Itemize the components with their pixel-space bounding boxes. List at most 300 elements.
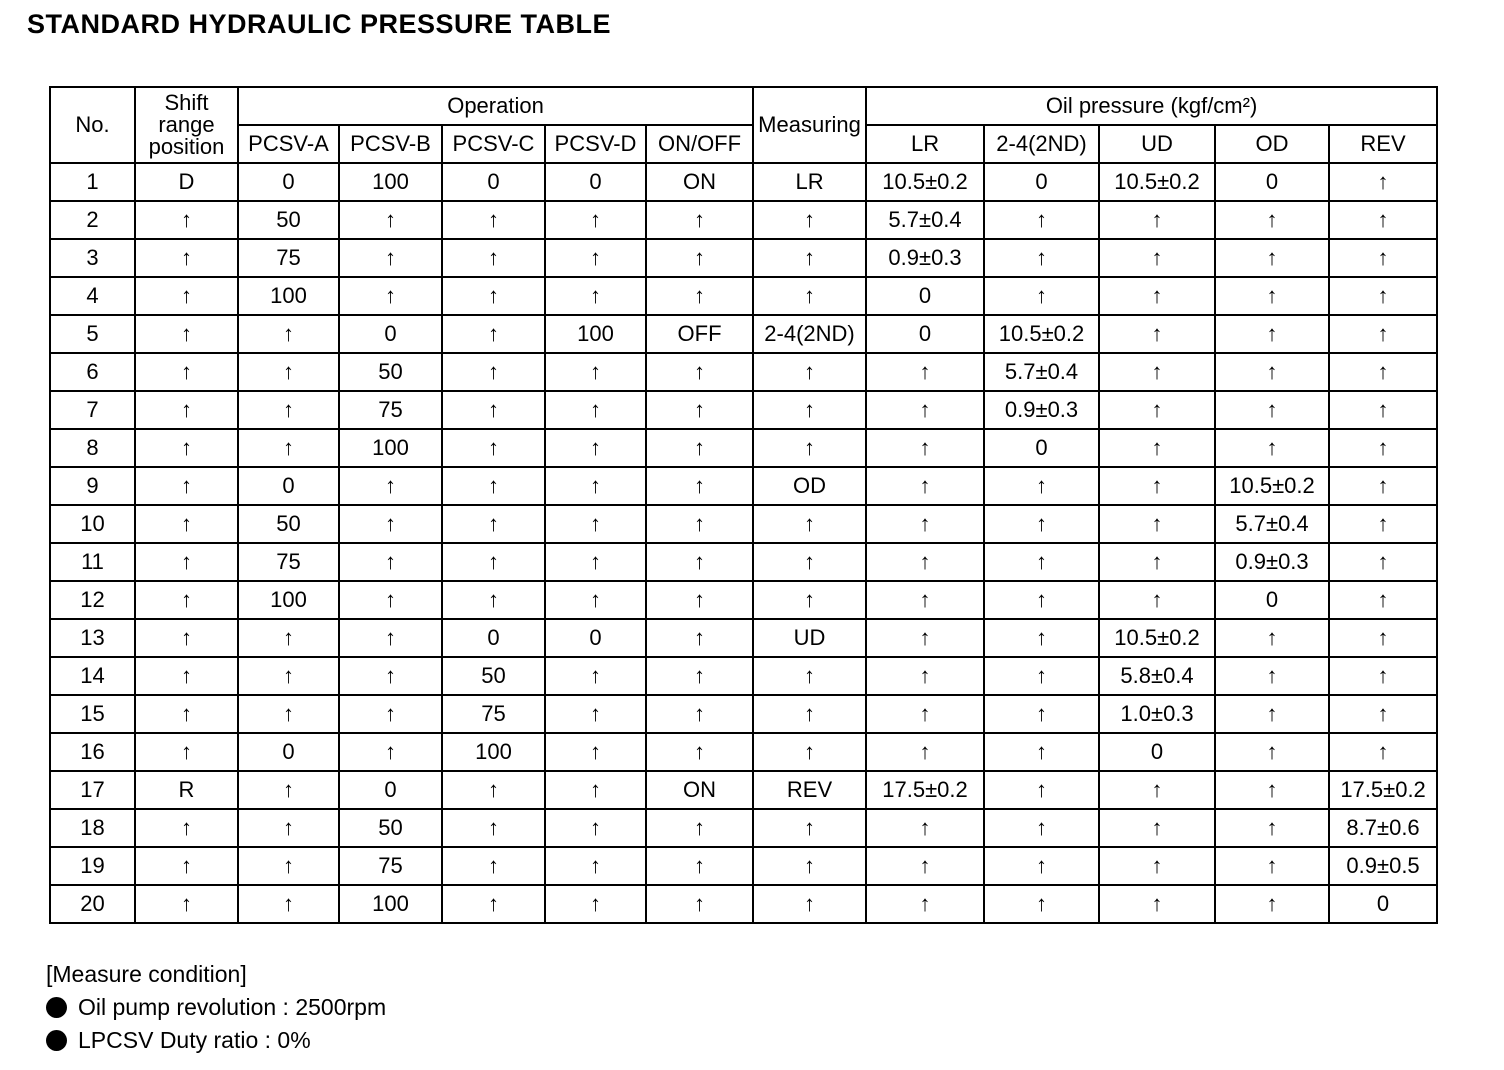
cell-lr: ↑: [866, 733, 984, 771]
cell-no: 14: [50, 657, 135, 695]
cell-lr: ↑: [866, 391, 984, 429]
cell-od: ↑: [1215, 847, 1329, 885]
cell-on-off: ON: [646, 771, 753, 809]
cell-measuring: UD: [753, 619, 866, 657]
cell-shift-range: ↑: [135, 353, 238, 391]
table-row: [50, 505, 1437, 543]
cell-od: ↑: [1215, 733, 1329, 771]
cell-rev: 0: [1329, 885, 1437, 923]
cell-od: ↑: [1215, 353, 1329, 391]
cell-od: 5.7±0.4: [1215, 505, 1329, 543]
cell-measuring: ↑: [753, 505, 866, 543]
cell-pcsv-a: ↑: [238, 429, 339, 467]
cell-od: 10.5±0.2: [1215, 467, 1329, 505]
cell-lr: ↑: [866, 885, 984, 923]
cell-pcsv-c: ↑: [442, 239, 545, 277]
cell-measuring: 2-4(2ND): [753, 315, 866, 353]
cell-pcsv-c: ↑: [442, 809, 545, 847]
cell-pcsv-d: ↑: [545, 581, 646, 619]
cell-pcsv-a: ↑: [238, 809, 339, 847]
cell-on-off: ↑: [646, 239, 753, 277]
column-header-shift-range: Shift range position: [135, 87, 238, 163]
cell-ud: 5.8±0.4: [1099, 657, 1215, 695]
cell-pcsv-b: 0: [339, 771, 442, 809]
table-row: [50, 581, 1437, 619]
cell-pcsv-c: ↑: [442, 543, 545, 581]
cell-pcsv-d: ↑: [545, 885, 646, 923]
cell-pcsv-a: 100: [238, 277, 339, 315]
cell-pcsv-d: ↑: [545, 733, 646, 771]
cell-no: 11: [50, 543, 135, 581]
cell-ud: ↑: [1099, 315, 1215, 353]
table-row: [50, 885, 1437, 923]
cell-pcsv-d: 100: [545, 315, 646, 353]
cell-shift-range: ↑: [135, 885, 238, 923]
cell-ud: 10.5±0.2: [1099, 163, 1215, 201]
cell-measuring: ↑: [753, 543, 866, 581]
cell-lr: ↑: [866, 505, 984, 543]
cell-pcsv-b: 50: [339, 353, 442, 391]
cell-pcsv-b: ↑: [339, 543, 442, 581]
cell-pcsv-c: ↑: [442, 771, 545, 809]
column-header-pcsv-b: PCSV-B: [339, 125, 442, 163]
cell-no: 5: [50, 315, 135, 353]
cell-2-4-2nd: 0: [984, 429, 1099, 467]
cell-2-4-2nd: ↑: [984, 581, 1099, 619]
cell-od: ↑: [1215, 695, 1329, 733]
cell-pcsv-d: 0: [545, 619, 646, 657]
cell-shift-range: ↑: [135, 391, 238, 429]
cell-no: 3: [50, 239, 135, 277]
cell-no: 4: [50, 277, 135, 315]
bullet-icon: [46, 997, 67, 1018]
cell-measuring: ↑: [753, 695, 866, 733]
cell-pcsv-b: 0: [339, 315, 442, 353]
cell-rev: ↑: [1329, 353, 1437, 391]
table-row: [50, 847, 1437, 885]
cell-lr: ↑: [866, 695, 984, 733]
page-title: STANDARD HYDRAULIC PRESSURE TABLE: [27, 9, 612, 39]
cell-ud: ↑: [1099, 201, 1215, 239]
cell-rev: 8.7±0.6: [1329, 809, 1437, 847]
cell-ud: ↑: [1099, 429, 1215, 467]
cell-pcsv-a: 0: [238, 467, 339, 505]
cell-shift-range: ↑: [135, 505, 238, 543]
cell-pcsv-a: ↑: [238, 619, 339, 657]
cell-on-off: ↑: [646, 847, 753, 885]
cell-pcsv-d: ↑: [545, 543, 646, 581]
cell-rev: ↑: [1329, 315, 1437, 353]
cell-od: ↑: [1215, 809, 1329, 847]
cell-pcsv-a: ↑: [238, 695, 339, 733]
cell-pcsv-d: ↑: [545, 505, 646, 543]
cell-shift-range: ↑: [135, 429, 238, 467]
cell-pcsv-a: 100: [238, 581, 339, 619]
cell-on-off: ↑: [646, 733, 753, 771]
cell-pcsv-a: 0: [238, 733, 339, 771]
cell-no: 16: [50, 733, 135, 771]
cell-pcsv-d: ↑: [545, 239, 646, 277]
header-row-columns: [50, 125, 1437, 163]
cell-no: 8: [50, 429, 135, 467]
cell-shift-range: ↑: [135, 315, 238, 353]
cell-shift-range: ↑: [135, 201, 238, 239]
cell-lr: ↑: [866, 429, 984, 467]
table-row: [50, 733, 1437, 771]
cell-rev: ↑: [1329, 543, 1437, 581]
cell-pcsv-b: ↑: [339, 277, 442, 315]
cell-2-4-2nd: 0.9±0.3: [984, 391, 1099, 429]
cell-pcsv-d: ↑: [545, 847, 646, 885]
cell-lr: 0: [866, 277, 984, 315]
column-header-2-4-2nd: 2-4(2ND): [984, 125, 1099, 163]
cell-rev: ↑: [1329, 277, 1437, 315]
cell-shift-range: ↑: [135, 847, 238, 885]
cell-ud: 10.5±0.2: [1099, 619, 1215, 657]
cell-2-4-2nd: 10.5±0.2: [984, 315, 1099, 353]
cell-no: 7: [50, 391, 135, 429]
cell-pcsv-a: ↑: [238, 771, 339, 809]
cell-pcsv-b: ↑: [339, 733, 442, 771]
cell-lr: ↑: [866, 809, 984, 847]
cell-no: 18: [50, 809, 135, 847]
cell-od: ↑: [1215, 619, 1329, 657]
cell-pcsv-c: ↑: [442, 581, 545, 619]
cell-on-off: ↑: [646, 391, 753, 429]
cell-2-4-2nd: ↑: [984, 239, 1099, 277]
cell-lr: 17.5±0.2: [866, 771, 984, 809]
table-row: [50, 277, 1437, 315]
cell-pcsv-d: ↑: [545, 277, 646, 315]
cell-pcsv-c: ↑: [442, 201, 545, 239]
cell-measuring: ↑: [753, 353, 866, 391]
cell-no: 20: [50, 885, 135, 923]
cell-shift-range: ↑: [135, 239, 238, 277]
cell-lr: ↑: [866, 353, 984, 391]
cell-measuring: ↑: [753, 733, 866, 771]
cell-2-4-2nd: ↑: [984, 619, 1099, 657]
column-header-rev: REV: [1329, 125, 1437, 163]
cell-measuring: ↑: [753, 429, 866, 467]
cell-pcsv-a: ↑: [238, 391, 339, 429]
cell-ud: ↑: [1099, 505, 1215, 543]
cell-od: 0.9±0.3: [1215, 543, 1329, 581]
cell-shift-range: ↑: [135, 809, 238, 847]
measure-conditions: [46, 958, 386, 1057]
cell-pcsv-b: 100: [339, 429, 442, 467]
column-header-pcsv-d: PCSV-D: [545, 125, 646, 163]
cell-rev: ↑: [1329, 505, 1437, 543]
cell-od: 0: [1215, 163, 1329, 201]
cell-od: ↑: [1215, 201, 1329, 239]
cell-pcsv-b: ↑: [339, 695, 442, 733]
cell-pcsv-a: ↑: [238, 657, 339, 695]
cell-on-off: ↑: [646, 201, 753, 239]
cell-measuring: ↑: [753, 391, 866, 429]
cell-pcsv-c: 50: [442, 657, 545, 695]
cell-pcsv-b: 75: [339, 391, 442, 429]
cell-lr: ↑: [866, 657, 984, 695]
cell-pcsv-a: ↑: [238, 315, 339, 353]
cell-measuring: ↑: [753, 239, 866, 277]
cell-no: 2: [50, 201, 135, 239]
table-row: [50, 657, 1437, 695]
cell-shift-range: ↑: [135, 695, 238, 733]
cell-pcsv-d: ↑: [545, 809, 646, 847]
cell-lr: ↑: [866, 619, 984, 657]
cell-pcsv-b: ↑: [339, 201, 442, 239]
cell-2-4-2nd: ↑: [984, 467, 1099, 505]
header-row-group: [50, 87, 1437, 125]
cell-measuring: ↑: [753, 581, 866, 619]
cell-rev: ↑: [1329, 391, 1437, 429]
column-group-oil-pressure: Oil pressure (kgf/cm²): [866, 87, 1437, 125]
cell-2-4-2nd: 0: [984, 163, 1099, 201]
cell-shift-range: ↑: [135, 733, 238, 771]
cell-pcsv-c: ↑: [442, 315, 545, 353]
conditions-heading: [Measure condition]: [46, 961, 247, 987]
cell-pcsv-c: ↑: [442, 353, 545, 391]
table-row: [50, 163, 1437, 201]
cell-ud: ↑: [1099, 885, 1215, 923]
cell-2-4-2nd: ↑: [984, 885, 1099, 923]
cell-ud: ↑: [1099, 353, 1215, 391]
cell-no: 12: [50, 581, 135, 619]
cell-pcsv-b: ↑: [339, 505, 442, 543]
table-row: [50, 809, 1437, 847]
cell-on-off: OFF: [646, 315, 753, 353]
cell-measuring: ↑: [753, 885, 866, 923]
table-row: [50, 391, 1437, 429]
cell-2-4-2nd: ↑: [984, 657, 1099, 695]
cell-measuring: REV: [753, 771, 866, 809]
cell-shift-range: ↑: [135, 543, 238, 581]
cell-pcsv-c: ↑: [442, 429, 545, 467]
cell-od: 0: [1215, 581, 1329, 619]
hydraulic-pressure-table: [49, 86, 1438, 924]
table-row: [50, 467, 1437, 505]
cell-2-4-2nd: ↑: [984, 505, 1099, 543]
cell-od: ↑: [1215, 885, 1329, 923]
cell-pcsv-b: 100: [339, 163, 442, 201]
cell-on-off: ↑: [646, 543, 753, 581]
table-row: [50, 239, 1437, 277]
cell-pcsv-d: ↑: [545, 695, 646, 733]
cell-rev: ↑: [1329, 429, 1437, 467]
cell-lr: 10.5±0.2: [866, 163, 984, 201]
cell-rev: ↑: [1329, 619, 1437, 657]
cell-2-4-2nd: ↑: [984, 201, 1099, 239]
cell-on-off: ↑: [646, 505, 753, 543]
cell-pcsv-d: ↑: [545, 353, 646, 391]
table-row: [50, 543, 1437, 581]
cell-2-4-2nd: ↑: [984, 847, 1099, 885]
cell-pcsv-d: ↑: [545, 657, 646, 695]
cell-measuring: ↑: [753, 201, 866, 239]
cell-rev: ↑: [1329, 163, 1437, 201]
condition-text: Oil pump revolution : 2500rpm: [78, 994, 387, 1020]
cell-ud: ↑: [1099, 277, 1215, 315]
cell-pcsv-b: ↑: [339, 467, 442, 505]
cell-od: ↑: [1215, 315, 1329, 353]
cell-on-off: ↑: [646, 277, 753, 315]
table-row: [50, 695, 1437, 733]
cell-ud: ↑: [1099, 239, 1215, 277]
cell-rev: ↑: [1329, 657, 1437, 695]
cell-pcsv-c: ↑: [442, 391, 545, 429]
table-body: [50, 163, 1437, 923]
cell-rev: 17.5±0.2: [1329, 771, 1437, 809]
column-header-ud: UD: [1099, 125, 1215, 163]
cell-pcsv-d: ↑: [545, 391, 646, 429]
cell-pcsv-c: ↑: [442, 847, 545, 885]
cell-lr: ↑: [866, 847, 984, 885]
cell-pcsv-b: ↑: [339, 657, 442, 695]
table-row: [50, 201, 1437, 239]
cell-shift-range: ↑: [135, 467, 238, 505]
cell-pcsv-a: ↑: [238, 885, 339, 923]
cell-pcsv-a: 50: [238, 201, 339, 239]
cell-rev: ↑: [1329, 581, 1437, 619]
condition-item: [46, 1024, 386, 1057]
cell-od: ↑: [1215, 429, 1329, 467]
cell-on-off: ↑: [646, 695, 753, 733]
cell-2-4-2nd: ↑: [984, 771, 1099, 809]
column-header-od: OD: [1215, 125, 1329, 163]
cell-pcsv-b: ↑: [339, 581, 442, 619]
cell-pcsv-b: 100: [339, 885, 442, 923]
column-group-operation: Operation: [238, 87, 753, 125]
cell-pcsv-c: ↑: [442, 277, 545, 315]
cell-ud: 1.0±0.3: [1099, 695, 1215, 733]
cell-no: 9: [50, 467, 135, 505]
cell-no: 17: [50, 771, 135, 809]
cell-measuring: ↑: [753, 657, 866, 695]
table-row: [50, 771, 1437, 809]
cell-shift-range: ↑: [135, 619, 238, 657]
cell-rev: ↑: [1329, 239, 1437, 277]
cell-no: 19: [50, 847, 135, 885]
cell-2-4-2nd: ↑: [984, 733, 1099, 771]
column-header-pcsv-c: PCSV-C: [442, 125, 545, 163]
column-header-lr: LR: [866, 125, 984, 163]
cell-pcsv-a: 0: [238, 163, 339, 201]
cell-rev: ↑: [1329, 201, 1437, 239]
cell-2-4-2nd: ↑: [984, 543, 1099, 581]
cell-pcsv-a: 75: [238, 543, 339, 581]
cell-pcsv-c: 0: [442, 163, 545, 201]
cell-on-off: ↑: [646, 467, 753, 505]
cell-on-off: ↑: [646, 657, 753, 695]
cell-ud: ↑: [1099, 771, 1215, 809]
cell-ud: 0: [1099, 733, 1215, 771]
cell-measuring: ↑: [753, 809, 866, 847]
cell-no: 15: [50, 695, 135, 733]
condition-item: [46, 991, 386, 1024]
cell-on-off: ↑: [646, 885, 753, 923]
cell-pcsv-d: ↑: [545, 771, 646, 809]
column-header-on-off: ON/OFF: [646, 125, 753, 163]
cell-on-off: ↑: [646, 619, 753, 657]
cell-pcsv-a: ↑: [238, 353, 339, 391]
cell-2-4-2nd: 5.7±0.4: [984, 353, 1099, 391]
cell-pcsv-a: 50: [238, 505, 339, 543]
cell-pcsv-c: ↑: [442, 467, 545, 505]
cell-rev: ↑: [1329, 733, 1437, 771]
cell-od: ↑: [1215, 391, 1329, 429]
column-header-pcsv-a: PCSV-A: [238, 125, 339, 163]
cell-pcsv-b: 50: [339, 809, 442, 847]
cell-measuring: LR: [753, 163, 866, 201]
cell-no: 13: [50, 619, 135, 657]
cell-2-4-2nd: ↑: [984, 695, 1099, 733]
column-header-no: No.: [50, 87, 135, 163]
cell-on-off: ↑: [646, 809, 753, 847]
cell-ud: ↑: [1099, 847, 1215, 885]
cell-pcsv-c: 75: [442, 695, 545, 733]
cell-pcsv-d: ↑: [545, 429, 646, 467]
cell-pcsv-c: 100: [442, 733, 545, 771]
cell-rev: ↑: [1329, 695, 1437, 733]
cell-pcsv-d: 0: [545, 163, 646, 201]
cell-lr: ↑: [866, 543, 984, 581]
cell-pcsv-c: 0: [442, 619, 545, 657]
cell-no: 6: [50, 353, 135, 391]
cell-rev: 0.9±0.5: [1329, 847, 1437, 885]
cell-shift-range: ↑: [135, 277, 238, 315]
table-row: [50, 353, 1437, 391]
column-header-measuring: Measuring: [753, 87, 866, 163]
cell-lr: ↑: [866, 581, 984, 619]
cell-measuring: ↑: [753, 277, 866, 315]
cell-shift-range: D: [135, 163, 238, 201]
cell-ud: ↑: [1099, 391, 1215, 429]
cell-no: 1: [50, 163, 135, 201]
table-row: [50, 429, 1437, 467]
cell-ud: ↑: [1099, 809, 1215, 847]
cell-pcsv-c: ↑: [442, 885, 545, 923]
condition-text: LPCSV Duty ratio : 0%: [78, 1027, 311, 1053]
cell-2-4-2nd: ↑: [984, 277, 1099, 315]
cell-lr: 0: [866, 315, 984, 353]
cell-shift-range: ↑: [135, 657, 238, 695]
cell-ud: ↑: [1099, 543, 1215, 581]
cell-pcsv-a: ↑: [238, 847, 339, 885]
cell-pcsv-d: ↑: [545, 467, 646, 505]
cell-od: ↑: [1215, 657, 1329, 695]
cell-pcsv-a: 75: [238, 239, 339, 277]
cell-pcsv-b: ↑: [339, 239, 442, 277]
cell-od: ↑: [1215, 277, 1329, 315]
bullet-icon: [46, 1030, 67, 1051]
cell-measuring: OD: [753, 467, 866, 505]
cell-rev: ↑: [1329, 467, 1437, 505]
table-row: [50, 619, 1437, 657]
cell-on-off: ON: [646, 163, 753, 201]
table-row: [50, 315, 1437, 353]
cell-pcsv-c: ↑: [442, 505, 545, 543]
cell-on-off: ↑: [646, 581, 753, 619]
cell-shift-range: R: [135, 771, 238, 809]
cell-ud: ↑: [1099, 581, 1215, 619]
cell-lr: 5.7±0.4: [866, 201, 984, 239]
cell-on-off: ↑: [646, 353, 753, 391]
cell-pcsv-b: 75: [339, 847, 442, 885]
cell-od: ↑: [1215, 239, 1329, 277]
cell-pcsv-d: ↑: [545, 201, 646, 239]
cell-shift-range: ↑: [135, 581, 238, 619]
cell-2-4-2nd: ↑: [984, 809, 1099, 847]
